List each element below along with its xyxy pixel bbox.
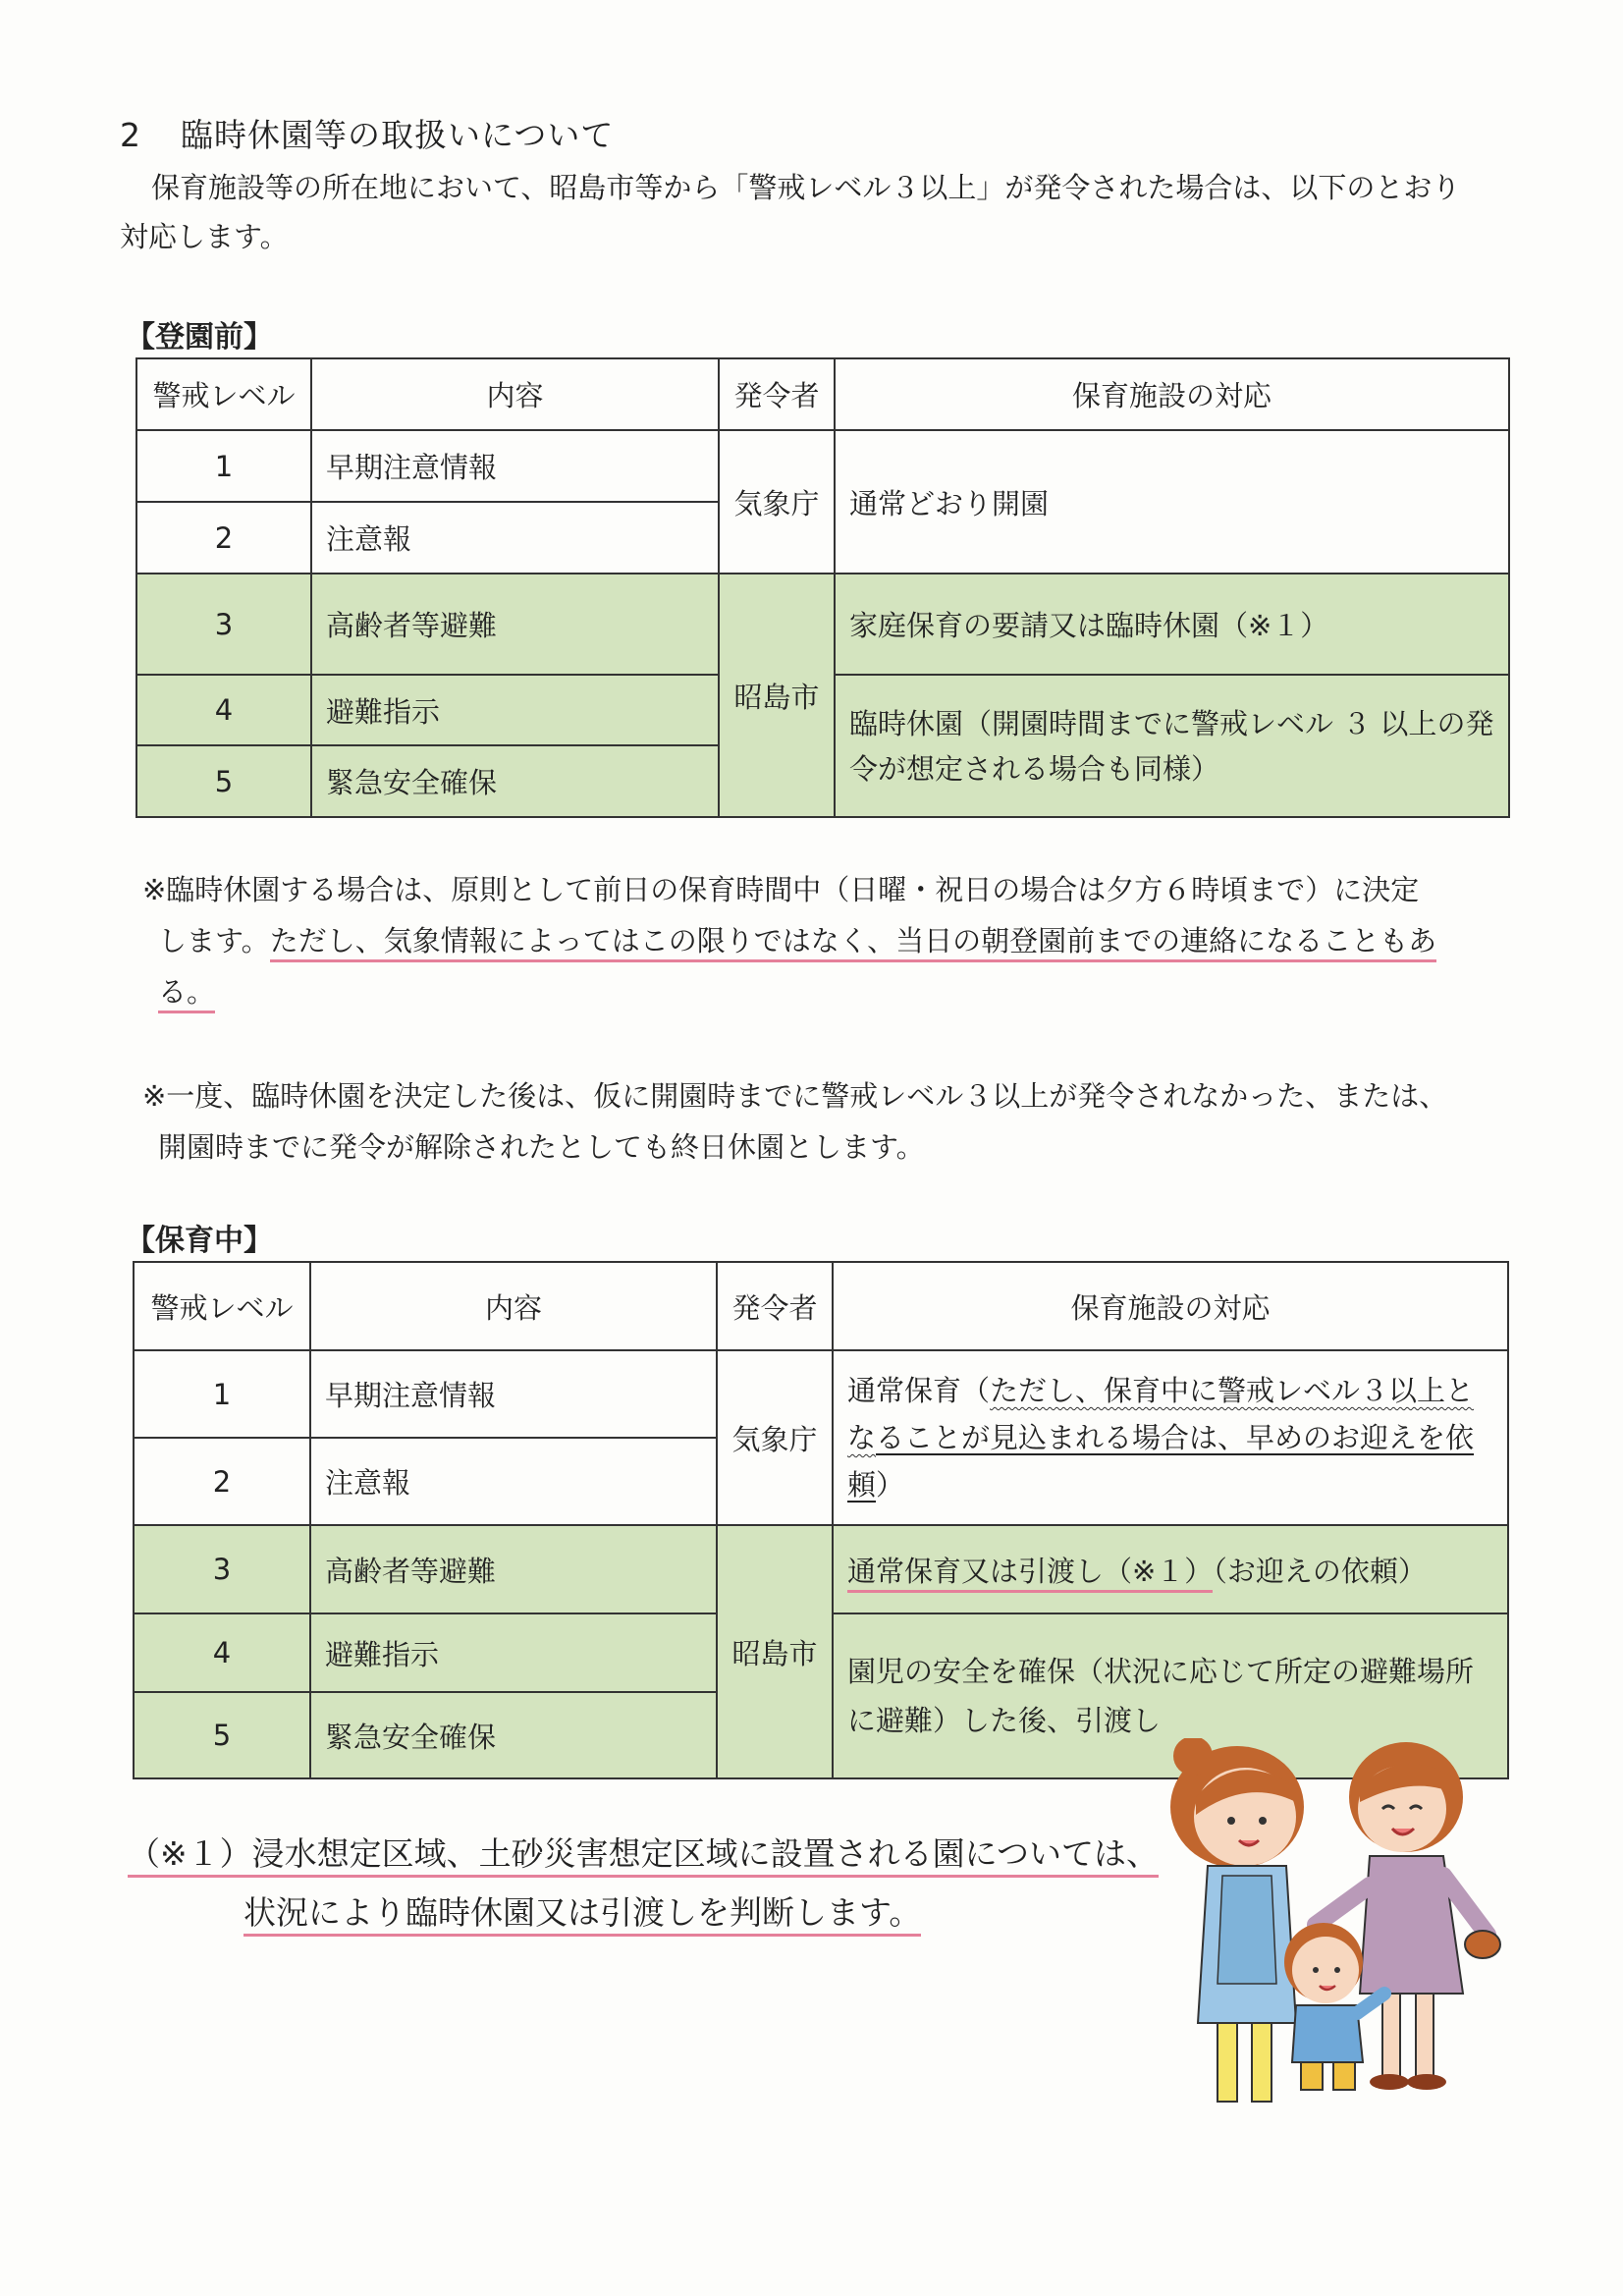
intro-line: 保育施設等の所在地において、昭島市等から「警戒レベル３以上」が発令された場合は、以下のとおり	[151, 171, 1461, 204]
note-2	[142, 1070, 1517, 1173]
note-line	[142, 966, 1517, 1017]
level-cell: 4	[136, 675, 311, 745]
highlighted-text: 状況により臨時休園又は引渡しを判断します。	[243, 1893, 921, 1937]
highlighted-text: る。	[158, 975, 215, 1013]
family-illustration	[1149, 1738, 1522, 2111]
level-cell: 1	[134, 1350, 310, 1438]
level-cell: 4	[134, 1613, 310, 1692]
footnote-line	[128, 1884, 1159, 1942]
content-cell: 早期注意情報	[311, 430, 719, 502]
response-cell: 臨時休園（開園時間までに警戒レベル ３ 以上の発令が想定される場合も同様）	[835, 675, 1509, 817]
header-cell: 発令者	[717, 1262, 833, 1350]
note-text: します。	[158, 924, 270, 957]
issuer-cell: 気象庁	[719, 430, 835, 574]
content-cell: 注意報	[310, 1438, 717, 1525]
response-text: 通常保育（	[847, 1374, 991, 1407]
header-cell: 発令者	[719, 358, 835, 430]
level-cell: 2	[134, 1438, 310, 1525]
underlined-text: ることが見込まれる場合は、早めのお迎えを依頼	[847, 1421, 1475, 1502]
content-cell: 注意報	[311, 502, 719, 574]
issuer-cell: 昭島市	[717, 1525, 833, 1778]
header-cell: 保育施設の対応	[835, 358, 1509, 430]
content-cell: 緊急安全確保	[310, 1692, 717, 1778]
note-line	[142, 915, 1517, 966]
response-cell	[833, 1350, 1508, 1525]
note-line: 開園時までに発令が解除されたとしても終日休園とします。	[158, 1130, 925, 1164]
issuer-cell: 昭島市	[719, 574, 835, 817]
issuer-cell: 気象庁	[717, 1350, 833, 1525]
response-text: ）	[876, 1468, 905, 1502]
response-cell: 通常どおり開園	[835, 430, 1509, 574]
content-cell: 早期注意情報	[310, 1350, 717, 1438]
note-line: ※臨時休園する場合は、原則として前日の保育時間中（日曜・祝日の場合は夕方６時頃まで）に決定	[142, 873, 1420, 906]
level-cell: 5	[134, 1692, 310, 1778]
note-line: ※一度、臨時休園を決定した後は、仮に開園時までに警戒レベル３以上が発令されなかった、または、	[142, 1079, 1448, 1113]
intro-line: 対応します。	[120, 220, 289, 253]
before-label: 【登園前】	[126, 320, 273, 355]
content-cell: 緊急安全確保	[311, 745, 719, 817]
level-cell: 1	[136, 430, 311, 502]
level-cell: 5	[136, 745, 311, 817]
header-cell: 内容	[310, 1262, 717, 1350]
section-title: 臨時休園等の取扱いについて	[181, 116, 615, 154]
header-cell: 警戒レベル	[134, 1262, 310, 1350]
section-number: 2	[120, 116, 141, 154]
highlighted-text: ただし、気象情報によってはこの限りではなく、当日の朝登園前までの連絡になることもあ	[270, 924, 1436, 962]
footnote-prefix: （※１）	[128, 1834, 252, 1878]
table-row	[136, 430, 1509, 502]
note-1	[142, 864, 1517, 1017]
table-header-row	[134, 1262, 1508, 1350]
response-cell	[833, 1525, 1508, 1613]
wavy-underlined-text: ただし、保育中に警戒レベル３以上とな	[847, 1374, 1475, 1454]
header-cell: 内容	[311, 358, 719, 430]
footnote-line	[128, 1825, 1159, 1884]
before-table	[135, 357, 1510, 818]
content-cell: 高齢者等避難	[310, 1525, 717, 1613]
intro-paragraph	[120, 163, 1514, 261]
highlighted-text: 浸水想定区域、土砂災害想定区域に設置される園については、	[252, 1834, 1159, 1878]
content-cell: 避難指示	[310, 1613, 717, 1692]
content-cell: 高齢者等避難	[311, 574, 719, 675]
header-cell: 警戒レベル	[136, 358, 311, 430]
during-table	[133, 1261, 1509, 1779]
woman-left-figure	[1170, 1738, 1304, 2102]
level-cell: 3	[134, 1525, 310, 1613]
table-row	[136, 574, 1509, 675]
response-text: （お迎えの依頼）	[1213, 1554, 1427, 1588]
content-cell: 避難指示	[311, 675, 719, 745]
level-cell: 2	[136, 502, 311, 574]
response-cell: 家庭保育の要請又は臨時休園（※１）	[835, 574, 1509, 675]
response-cell: 園児の安全を確保（状況に応じて所定の避難場所に避難）した後、引渡し	[833, 1613, 1508, 1778]
footnote	[128, 1825, 1159, 1942]
highlighted-text: 通常保育又は引渡し（※１）	[847, 1555, 1213, 1593]
during-label: 【保育中】	[126, 1224, 273, 1258]
section-heading	[120, 110, 614, 156]
table-header-row	[136, 358, 1509, 430]
table-row	[134, 1525, 1508, 1613]
table-row	[134, 1350, 1508, 1438]
level-cell: 3	[136, 574, 311, 675]
header-cell: 保育施設の対応	[833, 1262, 1508, 1350]
